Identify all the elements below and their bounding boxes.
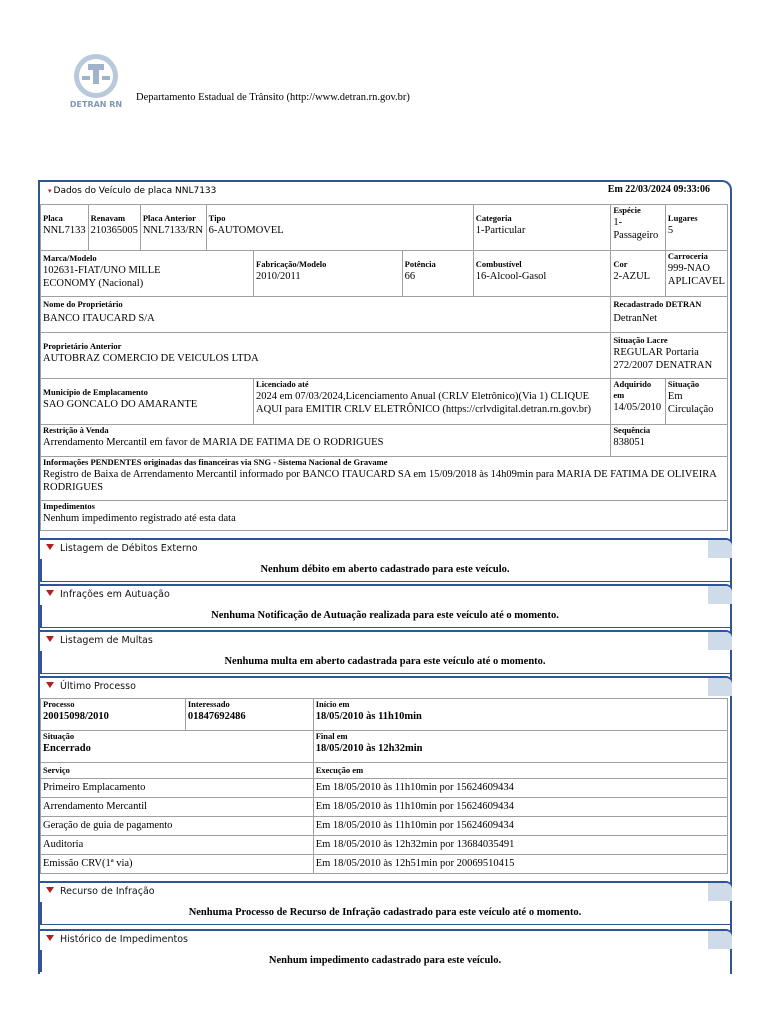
section-ultimo-processo[interactable]: Último Processo — [40, 676, 732, 698]
marca-cell: Marca/Modelo 102631-FIAT/UNO MILLE ECONOMY (Nacional) — [41, 251, 254, 297]
section-multas[interactable]: Listagem de Multas — [40, 630, 732, 652]
inicio-cell: Início em 18/05/2010 às 11h10min — [313, 699, 727, 731]
table-row: Emissão CRV(1ª via) Em 18/05/2010 às 12h51min por 20069510415 — [41, 855, 728, 874]
processo-cell: Processo 20015098/2010 — [41, 699, 186, 731]
processo-situacao-cell: Situação Encerrado — [41, 731, 314, 763]
proprietario-anterior-cell: Proprietário Anterior AUTOBRAZ COMERCIO DE VEICULOS LTDA — [41, 333, 611, 379]
tipo-cell: Tipo 6-AUTOMOVEL — [206, 205, 473, 251]
proprietario-cell: Nome do Proprietário BANCO ITAUCARD S/A — [41, 297, 611, 333]
municipio-cell: Município de Emplacamento SAO GONCALO DO AMARANTE — [41, 379, 254, 425]
renavam-cell: Renavam 210365005 — [88, 205, 140, 251]
section-infracoes[interactable]: Infrações em Autuação — [40, 584, 732, 606]
collapse-icon — [46, 636, 54, 642]
collapse-icon: ▾ — [48, 187, 52, 195]
especie-cell: Espécie 1-Passageiro — [611, 205, 666, 251]
interessado-cell: Interessado 01847692486 — [185, 699, 313, 731]
potencia-cell: Potência 66 — [402, 251, 473, 297]
adquirido-cell: Adquirido em 14/05/2010 — [611, 379, 666, 425]
table-row: Geração de guia de pagamento Em 18/05/2010 às 11h10min por 15624609434 — [41, 817, 728, 836]
collapse-icon — [46, 544, 54, 550]
detran-logo — [68, 52, 124, 110]
vehicle-details-table — [40, 204, 728, 531]
categoria-cell: Categoria 1-Particular — [473, 205, 611, 251]
collapse-icon — [46, 590, 54, 596]
carroceria-cell: Carroceria 999-NAO APLICAVEL — [665, 251, 727, 297]
informacoes-pendentes-cell: Informações PENDENTES originadas das financeiras via SNG - Sistema Nacional de Gravame Registro de Baixa de Arrendamento Mercantil informado por BANCO ITAUCARD SA em 15/09/2018 às 14h09min para MARIA DE FATIMA DE OLIVEIRA RODRIGUES — [41, 457, 728, 501]
impedimentos-cell: Impedimentos Nenhum impedimento registrado até esta data — [41, 501, 728, 531]
placa-cell: Placa NNL7133 — [41, 205, 89, 251]
situacao-lacre-cell: Situação Lacre REGULAR Portaria 272/2007 DENATRAN — [611, 333, 728, 379]
page-header — [68, 52, 768, 112]
collapse-icon — [46, 887, 54, 893]
licenciado-cell[interactable]: Licenciado até 2024 em 07/03/2024,Licenciamento Anual (CRLV Eletrônico)(Via 1) CLIQUE AQUI para EMITIR CRLV ELETRÔNICO (https://crlvdigital.detran.rn.gov.br) — [254, 379, 611, 425]
processo-table — [40, 698, 728, 874]
svg-text:DETRAN RN: DETRAN RN — [69, 100, 123, 109]
execucao-header: Execução em — [313, 763, 727, 779]
sequencia-cell: Sequência 838051 — [611, 425, 728, 457]
recurso-message: Nenhuma Processo de Recurso de Infração cadastrado para este veículo até o momento. — [188, 907, 582, 918]
collapse-icon — [46, 935, 54, 941]
infracoes-message: Nenhuma Notificação de Autuação realizada para este veículo até o momento. — [211, 610, 559, 621]
restricao-cell: Restrição à Venda Arrendamento Mercantil em favor de MARIA DE FATIMA DE O RODRIGUES — [41, 425, 611, 457]
servico-header: Serviço — [41, 763, 314, 779]
lugares-cell: Lugares 5 — [665, 205, 727, 251]
query-date: Em 22/03/2024 09:33:06 — [607, 184, 710, 195]
cor-cell: Cor 2-AZUL — [611, 251, 666, 297]
section-historico-impedimentos[interactable]: Histórico de Impedimentos — [40, 929, 732, 951]
section-recurso-infracao[interactable]: Recurso de Infração — [40, 881, 732, 903]
placa-anterior-cell: Placa Anterior NNL7133/RN — [140, 205, 206, 251]
recadastrado-cell: Recadastrado DETRAN DetranNet — [611, 297, 728, 333]
collapse-icon — [46, 682, 54, 688]
table-row: Arrendamento Mercantil Em 18/05/2010 às 11h10min por 15624609434 — [41, 798, 728, 817]
debitos-message: Nenhum débito em aberto cadastrado para este veículo. — [260, 564, 510, 575]
final-cell: Final em 18/05/2010 às 12h32min — [313, 731, 727, 763]
historico-message: Nenhum impedimento cadastrado para este veículo. — [268, 955, 502, 966]
page-title: Departamento Estadual de Trânsito (http://www.detran.rn.gov.br) — [136, 92, 410, 103]
multas-message: Nenhuma multa em aberto cadastrada para este veículo até o momento. — [224, 656, 546, 667]
fabricacao-cell: Fabricação/Modelo 2010/2011 — [254, 251, 403, 297]
situacao-cell: Situação Em Circulação — [665, 379, 727, 425]
frame-title: ▾ Dados do Veículo de placa NNL7133 — [48, 186, 217, 196]
table-row: Auditoria Em 18/05/2010 às 12h32min por 13684035491 — [41, 836, 728, 855]
section-debitos[interactable]: Listagem de Débitos Externo — [40, 538, 732, 560]
combustivel-cell: Combustível 16-Alcool-Gasol — [473, 251, 611, 297]
table-row: Primeiro Emplacamento Em 18/05/2010 às 11h10min por 15624609434 — [41, 779, 728, 798]
